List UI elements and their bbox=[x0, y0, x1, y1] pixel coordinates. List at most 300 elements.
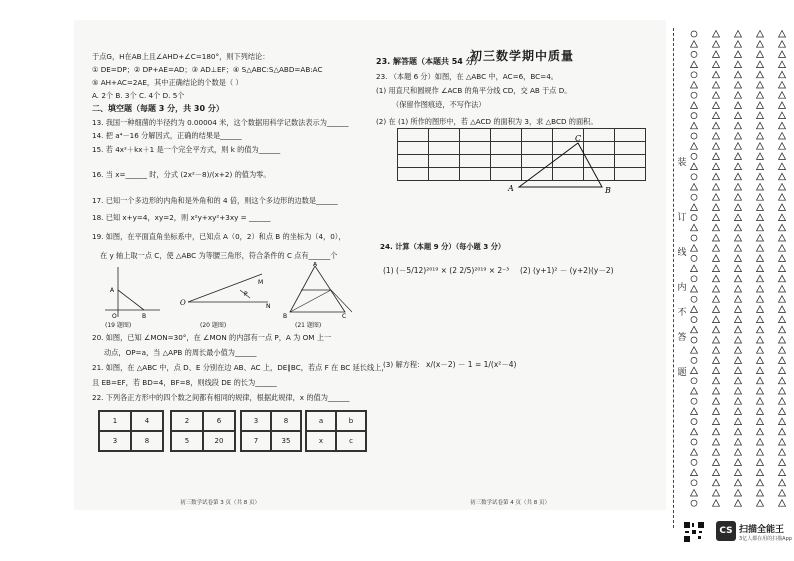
marker-shape bbox=[735, 388, 742, 395]
svg-text:P: P bbox=[244, 291, 248, 298]
marker-shape bbox=[735, 490, 742, 497]
marker-shape bbox=[779, 71, 786, 78]
marker-shape bbox=[691, 265, 698, 272]
marker-shape bbox=[735, 102, 742, 109]
q12-options: A. 2个 B. 3个 C. 4个 D. 5个 bbox=[92, 91, 185, 100]
marker-shape bbox=[735, 153, 742, 160]
figure-19 bbox=[105, 267, 160, 320]
marker-shape bbox=[691, 31, 697, 37]
marker-shape bbox=[757, 377, 764, 384]
marker-shape bbox=[779, 326, 786, 333]
marker-shape bbox=[779, 337, 786, 344]
marker-shape bbox=[779, 418, 786, 425]
marker-shape bbox=[713, 224, 720, 231]
marker-shape bbox=[757, 163, 764, 170]
marker-shape bbox=[713, 173, 720, 180]
marker-shape bbox=[713, 316, 720, 323]
question-19-continued: 在 y 轴上取一点 C，使 △ABC 为等腰三角形，符合条件的 C 点有______个 bbox=[100, 251, 338, 260]
marker-shape bbox=[691, 122, 698, 129]
marker-shape bbox=[779, 224, 786, 231]
marker-shape bbox=[779, 82, 786, 89]
marker-shape bbox=[713, 92, 720, 99]
marker-shape bbox=[757, 31, 764, 38]
marker-shape bbox=[713, 235, 720, 242]
marker-shape bbox=[757, 398, 764, 405]
pattern-square-4: a b x c bbox=[305, 410, 367, 452]
marker-shape bbox=[779, 500, 786, 507]
marker-shape bbox=[779, 245, 786, 252]
marker-shape bbox=[691, 113, 697, 119]
marker-shape bbox=[735, 133, 742, 140]
svg-text:B: B bbox=[142, 313, 147, 320]
marker-shape bbox=[779, 306, 786, 313]
marker-shape bbox=[779, 275, 786, 282]
marker-shape bbox=[713, 459, 720, 466]
svg-text:M: M bbox=[258, 279, 264, 286]
marker-shape bbox=[779, 31, 786, 38]
marker-shape bbox=[757, 214, 764, 221]
marker-shape bbox=[779, 479, 786, 486]
triangle-label-a: A bbox=[508, 184, 514, 193]
marker-shape bbox=[691, 398, 697, 404]
marker-shape bbox=[779, 296, 786, 303]
svg-text:A: A bbox=[313, 262, 318, 268]
q12-tail-line1: 于点G，H在AB上且∠AHD+∠C=180°，则下列结论： bbox=[92, 52, 270, 61]
marker-shape bbox=[779, 428, 786, 435]
marker-shape bbox=[713, 479, 720, 486]
marker-shape bbox=[691, 72, 697, 78]
svg-text:O: O bbox=[180, 299, 186, 307]
question-18: 18. 已知 x+y=4，xy=2，则 x²y+xy²+3xy = ______ bbox=[92, 213, 271, 222]
marker-shape bbox=[691, 347, 698, 354]
marker-shape bbox=[691, 480, 697, 486]
marker-shape bbox=[691, 235, 697, 241]
question-20: 20. 如图，已知 ∠MON=30°，在 ∠MON 的内部有一点 P，A 为 OM 上一 bbox=[92, 333, 332, 342]
figure-20 bbox=[180, 274, 271, 310]
marker-shape bbox=[691, 408, 698, 415]
marker-shape bbox=[691, 337, 697, 343]
marker-shape bbox=[779, 102, 786, 109]
fig-21-caption: (21 题图) bbox=[295, 322, 322, 329]
marker-shape bbox=[713, 204, 720, 211]
marker-shape bbox=[691, 317, 697, 323]
svg-text:O: O bbox=[112, 313, 117, 320]
marker-shape bbox=[735, 143, 742, 150]
marker-shape bbox=[757, 122, 764, 129]
pattern-square-2: 2 6 5 20 bbox=[170, 410, 236, 452]
marker-shape bbox=[713, 214, 720, 221]
binding-char-1: 装 bbox=[677, 158, 687, 168]
marker-shape bbox=[757, 82, 764, 89]
marker-shape bbox=[713, 122, 720, 129]
marker-shape bbox=[713, 367, 720, 374]
marker-shape bbox=[757, 428, 764, 435]
marker-shape bbox=[779, 194, 786, 201]
marker-shape bbox=[713, 377, 720, 384]
question-21-continued: 且 EB=EF，若 BD=4，BF=8，则线段 DE 的长为______ bbox=[92, 378, 277, 387]
marker-shape bbox=[691, 449, 698, 456]
marker-shape bbox=[779, 214, 786, 221]
marker-shape bbox=[757, 275, 764, 282]
marker-shape bbox=[691, 276, 697, 282]
marker-shape bbox=[713, 408, 720, 415]
marker-shape bbox=[735, 439, 742, 446]
marker-shape bbox=[757, 296, 764, 303]
marker-shape bbox=[757, 255, 764, 262]
marker-shape bbox=[757, 41, 764, 48]
marker-shape bbox=[779, 490, 786, 497]
marker-shape bbox=[713, 184, 720, 191]
marker-shape bbox=[713, 500, 720, 507]
marker-shape bbox=[713, 163, 720, 170]
question-23-part2: (2) 在 (1) 所作的图形中，若 △ACD 的面积为 3，求 △BCD 的面积。 bbox=[376, 117, 598, 126]
marker-shape bbox=[713, 102, 720, 109]
marker-shape bbox=[735, 316, 742, 323]
marker-shape bbox=[713, 286, 720, 293]
marker-shape bbox=[779, 235, 786, 242]
marker-shape bbox=[779, 449, 786, 456]
binding-char-4: 内 bbox=[677, 283, 687, 293]
marker-shape bbox=[779, 459, 786, 466]
marker-shape bbox=[779, 163, 786, 170]
marker-shape bbox=[735, 82, 742, 89]
marker-shape bbox=[713, 357, 720, 364]
marker-shape bbox=[713, 388, 720, 395]
marker-shape bbox=[735, 41, 742, 48]
marker-shape bbox=[691, 255, 697, 261]
marker-shape bbox=[779, 255, 786, 262]
marker-shape bbox=[713, 194, 720, 201]
marker-shape bbox=[735, 296, 742, 303]
marker-shape bbox=[691, 153, 697, 159]
camscanner-logo-icon: CS bbox=[716, 521, 736, 541]
marker-shape bbox=[779, 388, 786, 395]
marker-shape bbox=[735, 204, 742, 211]
triangle-label-b: B bbox=[605, 186, 611, 195]
marker-shape bbox=[757, 388, 764, 395]
marker-shape bbox=[713, 31, 720, 38]
marker-shape bbox=[779, 41, 786, 48]
marker-shape bbox=[691, 469, 698, 476]
marker-shape bbox=[735, 500, 742, 507]
scanner-name: 扫描全能王 bbox=[739, 525, 785, 535]
svg-text:N: N bbox=[266, 303, 271, 310]
marker-shape bbox=[735, 194, 742, 201]
answer-section-title: 23. 解答题（本题共 54 分） bbox=[376, 57, 482, 66]
marker-shape bbox=[735, 357, 742, 364]
marker-shape bbox=[691, 194, 697, 200]
question-20-continued: 动点，OP=a，当 △APB 的周长最小值为______ bbox=[104, 348, 257, 357]
marker-shape bbox=[713, 71, 720, 78]
marker-shape bbox=[735, 428, 742, 435]
binding-char-6: 答 bbox=[677, 333, 687, 343]
marker-shape bbox=[735, 347, 742, 354]
marker-shape bbox=[713, 439, 720, 446]
marker-shape bbox=[713, 428, 720, 435]
marker-shape bbox=[757, 112, 764, 119]
marker-shape bbox=[757, 469, 764, 476]
marker-shape bbox=[779, 51, 786, 58]
marker-shape bbox=[757, 490, 764, 497]
marker-shape bbox=[735, 235, 742, 242]
pattern-square-3: 3 8 7 35 bbox=[240, 410, 302, 452]
question-23-part1-note: （保留作图痕迹，不写作法） bbox=[392, 100, 486, 109]
marker-shape bbox=[713, 143, 720, 150]
marker-shape bbox=[735, 255, 742, 262]
marker-shape bbox=[779, 153, 786, 160]
marker-shape bbox=[757, 245, 764, 252]
exam-title: 初三数学期中质量 bbox=[470, 49, 575, 63]
marker-shape bbox=[757, 316, 764, 323]
binding-line bbox=[673, 28, 675, 528]
marker-shape bbox=[757, 500, 764, 507]
marker-shape bbox=[735, 92, 742, 99]
binding-char-2: 订 bbox=[677, 213, 687, 223]
question-21: 21. 如图，在 △ABC 中，点 D、E 分别在边 AB、AC 上，DE∥BC，若点 F 在 BC 延长线上， bbox=[92, 363, 389, 372]
fig-20-caption: (20 题图) bbox=[200, 322, 227, 329]
marker-shape bbox=[691, 296, 697, 302]
marker-shape bbox=[713, 326, 720, 333]
marker-shape bbox=[713, 41, 720, 48]
marker-shape bbox=[691, 215, 697, 221]
question-24-part2: (2) (y+1)² － (y+2)(y－2) bbox=[520, 266, 614, 275]
question-13: 13. 我国一种细菌的半径约为 0.00004 米，这个数据用科学记数法表示为______ bbox=[92, 118, 349, 127]
marker-shape bbox=[691, 419, 697, 425]
marker-shape bbox=[735, 112, 742, 119]
marker-shape bbox=[757, 133, 764, 140]
triangle-abc-figure bbox=[505, 135, 615, 195]
svg-text:A: A bbox=[110, 287, 115, 294]
marker-shape bbox=[757, 71, 764, 78]
marker-shape bbox=[757, 408, 764, 415]
marker-shape bbox=[713, 112, 720, 119]
marker-shape bbox=[779, 316, 786, 323]
binding-char-3: 线 bbox=[677, 248, 687, 258]
marker-shape bbox=[735, 71, 742, 78]
marker-shape bbox=[779, 143, 786, 150]
marker-shape bbox=[735, 459, 742, 466]
marker-shape bbox=[691, 245, 698, 252]
question-23: 23. （本题 6 分）如图，在 △ABC 中，AC=6，BC=4。 bbox=[376, 72, 558, 81]
marker-shape bbox=[713, 449, 720, 456]
q12-tail-line2: ① DE=DP；② DP+AE=AD；③ AD⊥EF；④ S△ABC:S△ABD=AB:AC bbox=[92, 65, 323, 74]
marker-shape bbox=[779, 173, 786, 180]
circle-triangle-columns bbox=[690, 28, 794, 513]
marker-shape bbox=[691, 163, 698, 170]
marker-shape bbox=[713, 469, 720, 476]
marker-shape bbox=[691, 439, 697, 445]
marker-shape bbox=[735, 367, 742, 374]
marker-shape bbox=[713, 255, 720, 262]
right-page-footer: 初三数学试卷第 4 页（共 8 页） bbox=[470, 500, 550, 506]
marker-shape bbox=[757, 61, 764, 68]
pattern-square-1: 1 4 3 8 bbox=[98, 410, 164, 452]
marker-shape bbox=[691, 286, 698, 293]
marker-shape bbox=[757, 235, 764, 242]
svg-text:C: C bbox=[342, 313, 347, 320]
marker-shape bbox=[779, 265, 786, 272]
marker-shape bbox=[691, 500, 697, 506]
question-15: 15. 若 4x²＋kx＋1 是一个完全平方式，则 k 的值为______ bbox=[92, 145, 281, 154]
marker-shape bbox=[691, 174, 697, 180]
marker-shape bbox=[713, 275, 720, 282]
marker-shape bbox=[735, 408, 742, 415]
marker-shape bbox=[779, 204, 786, 211]
marker-shape bbox=[757, 418, 764, 425]
q12-tail-line3: ⑤ AH+AC=2AE，其中正确结论的个数是（ ） bbox=[92, 78, 243, 87]
marker-shape bbox=[735, 306, 742, 313]
marker-shape bbox=[713, 245, 720, 252]
marker-shape bbox=[691, 357, 697, 363]
marker-shape bbox=[779, 347, 786, 354]
marker-shape bbox=[713, 51, 720, 58]
figure-21 bbox=[283, 262, 352, 320]
marker-shape bbox=[735, 326, 742, 333]
left-page-footer: 初三数学试卷第 3 页（共 8 页） bbox=[180, 500, 260, 506]
marker-shape bbox=[691, 82, 698, 89]
marker-shape bbox=[735, 163, 742, 170]
marker-shape bbox=[735, 418, 742, 425]
marker-shape bbox=[757, 367, 764, 374]
triangle-label-c: C bbox=[575, 135, 582, 143]
marker-shape bbox=[735, 31, 742, 38]
marker-shape bbox=[779, 112, 786, 119]
fig-19-caption: (19 题图) bbox=[105, 322, 132, 329]
marker-shape bbox=[779, 367, 786, 374]
marker-shape bbox=[757, 347, 764, 354]
marker-shape bbox=[691, 388, 698, 395]
question-16: 16. 当 x=______ 时，分式 (2x²－8)/(x+2) 的值为零。 bbox=[92, 170, 271, 179]
marker-shape bbox=[779, 357, 786, 364]
marker-shape bbox=[713, 337, 720, 344]
marker-shape bbox=[757, 479, 764, 486]
marker-shape bbox=[713, 347, 720, 354]
marker-shape bbox=[757, 173, 764, 180]
marker-shape bbox=[757, 184, 764, 191]
marker-shape bbox=[757, 449, 764, 456]
marker-shape bbox=[757, 286, 764, 293]
marker-shape bbox=[735, 245, 742, 252]
question-24-part3-label: (3) 解方程： bbox=[383, 360, 425, 369]
marker-shape bbox=[757, 92, 764, 99]
marker-shape bbox=[691, 184, 698, 191]
marker-shape bbox=[779, 439, 786, 446]
question-14: 14. 把 a⁴－16 分解因式，正确的结果是______ bbox=[92, 131, 242, 140]
marker-shape bbox=[757, 204, 764, 211]
marker-shape bbox=[713, 490, 720, 497]
marker-shape bbox=[757, 194, 764, 201]
marker-shape bbox=[691, 428, 698, 435]
marker-shape bbox=[757, 265, 764, 272]
marker-shape bbox=[691, 326, 698, 333]
marker-shape bbox=[691, 490, 698, 497]
marker-shape bbox=[691, 92, 697, 98]
figures-19-20-21 bbox=[100, 262, 360, 320]
marker-shape bbox=[691, 224, 698, 231]
marker-shape bbox=[779, 408, 786, 415]
question-24-part3-equation: x/(x－2) － 1 = 1/(x²－4) bbox=[426, 360, 517, 369]
marker-shape bbox=[735, 61, 742, 68]
marker-shape bbox=[735, 275, 742, 282]
marker-shape bbox=[691, 204, 698, 211]
marker-shape bbox=[779, 133, 786, 140]
marker-shape bbox=[691, 143, 698, 150]
marker-shape bbox=[735, 214, 742, 221]
marker-shape bbox=[757, 153, 764, 160]
marker-shape bbox=[691, 41, 698, 48]
marker-shape bbox=[757, 459, 764, 466]
marker-shape bbox=[779, 377, 786, 384]
scanner-tagline: 3亿人都在用的扫描App bbox=[739, 536, 792, 542]
marker-shape bbox=[713, 296, 720, 303]
marker-shape bbox=[779, 92, 786, 99]
marker-shape bbox=[757, 143, 764, 150]
marker-shape bbox=[757, 102, 764, 109]
marker-shape bbox=[713, 265, 720, 272]
question-24-part1: (1) (－5/12)²⁰¹⁹ × (2 2/5)²⁰¹⁹ × 2⁻³ bbox=[383, 266, 510, 275]
marker-shape bbox=[691, 61, 698, 68]
marker-shape bbox=[757, 326, 764, 333]
marker-shape bbox=[757, 439, 764, 446]
qr-code-icon bbox=[683, 521, 705, 543]
marker-shape bbox=[691, 306, 698, 313]
marker-shape bbox=[691, 133, 697, 139]
marker-shape bbox=[779, 286, 786, 293]
marker-shape bbox=[735, 377, 742, 384]
marker-shape bbox=[713, 133, 720, 140]
marker-shape bbox=[735, 173, 742, 180]
marker-shape bbox=[735, 449, 742, 456]
marker-shape bbox=[691, 378, 697, 384]
marker-shape bbox=[713, 153, 720, 160]
question-19: 19. 如图，在平面直角坐标系中，已知点 A（0，2）和点 B 的坐标为（4，0）， bbox=[92, 232, 346, 241]
marker-shape bbox=[757, 51, 764, 58]
marker-shape bbox=[757, 306, 764, 313]
question-22: 22. 下列各正方形中的四个数之间都有相同的规律，根据此规律，x 的值为______ bbox=[92, 393, 350, 402]
question-24: 24. 计算（本题 9 分）（每小题 3 分） bbox=[380, 242, 506, 251]
marker-shape bbox=[779, 184, 786, 191]
marker-shape bbox=[779, 469, 786, 476]
marker-shape bbox=[691, 367, 698, 374]
binding-char-7: 题 bbox=[677, 368, 687, 378]
marker-shape bbox=[757, 357, 764, 364]
marker-shape bbox=[757, 337, 764, 344]
marker-shape bbox=[779, 122, 786, 129]
marker-shape bbox=[735, 337, 742, 344]
marker-shape bbox=[735, 469, 742, 476]
marker-shape bbox=[713, 306, 720, 313]
marker-shape bbox=[713, 82, 720, 89]
marker-shape bbox=[713, 398, 720, 405]
marker-shape bbox=[757, 224, 764, 231]
marker-shape bbox=[779, 398, 786, 405]
marker-shape bbox=[735, 398, 742, 405]
marker-shape bbox=[691, 459, 697, 465]
svg-text:B: B bbox=[283, 313, 288, 320]
marker-shape bbox=[735, 479, 742, 486]
fill-in-section-title: 二、填空题（每题 3 分，共 30 分） bbox=[92, 104, 224, 113]
marker-shape bbox=[735, 122, 742, 129]
marker-shape bbox=[691, 51, 697, 57]
marker-shape bbox=[735, 224, 742, 231]
question-17: 17. 已知一个多边形的内角和是外角和的 4 倍，则这个多边形的边数是______ bbox=[92, 196, 338, 205]
marker-shape bbox=[735, 51, 742, 58]
marker-shape bbox=[735, 265, 742, 272]
marker-shape bbox=[779, 61, 786, 68]
marker-shape bbox=[713, 61, 720, 68]
marker-shape bbox=[735, 286, 742, 293]
binding-char-5: 不 bbox=[677, 308, 687, 318]
